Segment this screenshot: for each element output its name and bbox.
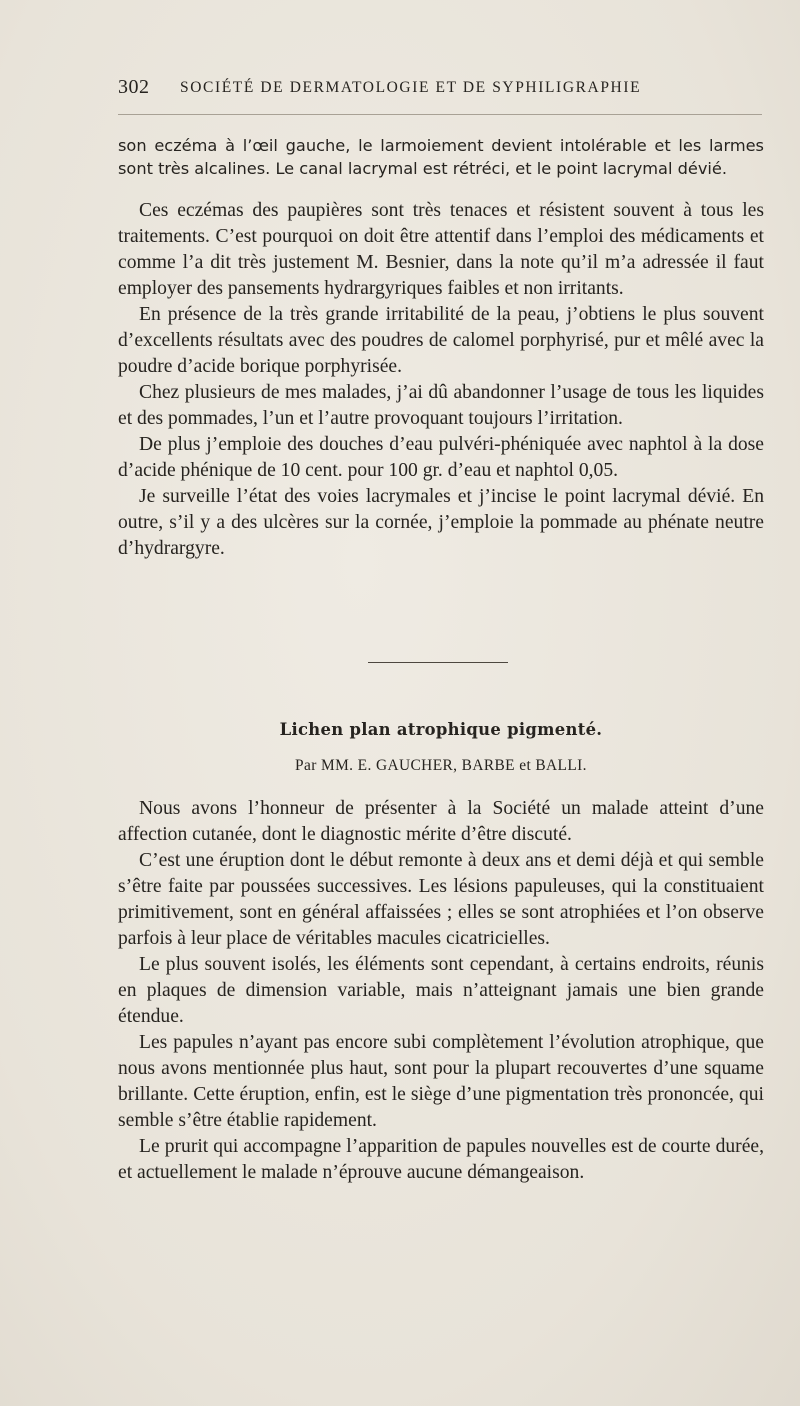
article-body (118, 796, 764, 1186)
continued-lead-text (118, 134, 764, 180)
lead-paragraph: son eczéma à l’œil gauche, le larmoiement devient intolérable et les larmes sont très alcalines. Le canal lacrymal est rétréci, et le point lacrymal dévié. (118, 136, 764, 178)
paragraph: Le plus souvent isolés, les éléments sont cependant, à certains endroits, réunis en plaques de dimension variable, mais n’atteignant jamais une bien grande étendue. (118, 954, 764, 1027)
paragraph: Nous avons l’honneur de présenter à la Société un malade atteint d’une affection cutanée, dont le diagnostic mérite d’être discuté. (118, 798, 764, 845)
page-header (118, 76, 762, 102)
paragraph: Ces eczémas des paupières sont très tenaces et résistent souvent à tous les traitements. C’est pourquoi on doit être attentif dans l’emploi des médicaments et comme l’a dit très justement M. Besnier, dans la note qu’il m’a adressée il faut employer des pansements hydrargyriques faibles et non irritants. (118, 200, 764, 299)
article-title: Lichen plan atrophique pigmenté. (279, 720, 603, 739)
header-rule (118, 114, 762, 115)
section-divider (368, 662, 508, 663)
paragraph: En présence de la très grande irritabilité de la peau, j’obtiens le plus souvent d’excellents résultats avec des poudres de calomel porphyrisé, pur et mêlé avec la poudre d’acide borique porphyrisée. (118, 304, 764, 377)
article-authors: Par MM. E. GAUCHER, BARBE et BALLI. (295, 757, 587, 774)
paragraph: Les papules n’ayant pas encore subi complètement l’évolution atrophique, que nous avons mentionnée plus haut, sont pour la plupart recouvertes d’une squame brillante. Cette éruption, enfin, est le siège d’une pigmentation très prononcée, qui semble s’être établie rapidement. (118, 1032, 764, 1131)
paragraph: Le prurit qui accompagne l’apparition de papules nouvelles est de courte durée, et actuellement le malade n’éprouve aucune démangeaison. (118, 1136, 764, 1183)
paragraph: Chez plusieurs de mes malades, j’ai dû abandonner l’usage de tous les liquides et des pommades, l’un et l’autre provoquant toujours l’irritation. (118, 382, 764, 429)
page-number: 302 (118, 76, 150, 98)
paragraph: De plus j’emploie des douches d’eau pulvéri-phéniquée avec naphtol à la dose d’acide phénique de 10 cent. pour 100 gr. d’eau et naphtol 0,05. (118, 434, 764, 481)
paragraph: Je surveille l’état des voies lacrymales et j’incise le point lacrymal dévié. En outre, s’il y a des ulcères sur la cornée, j’emploie la pommade au phénate neutre d’hydrargyre. (118, 486, 764, 559)
running-title: SOCIÉTÉ DE DERMATOLOGIE ET DE SYPHILIGRAPHIE (180, 79, 642, 96)
continued-text-body (118, 198, 764, 562)
paragraph: C’est une éruption dont le début remonte à deux ans et demi déjà et qui semble s’être faite par poussées successives. Les lésions papuleuses, qui la constituaient primitivement, sont en général affaissées ; elles se sont atrophiées et l’on observe parfois à leur place de véritables macules cicatricielles. (118, 850, 764, 949)
